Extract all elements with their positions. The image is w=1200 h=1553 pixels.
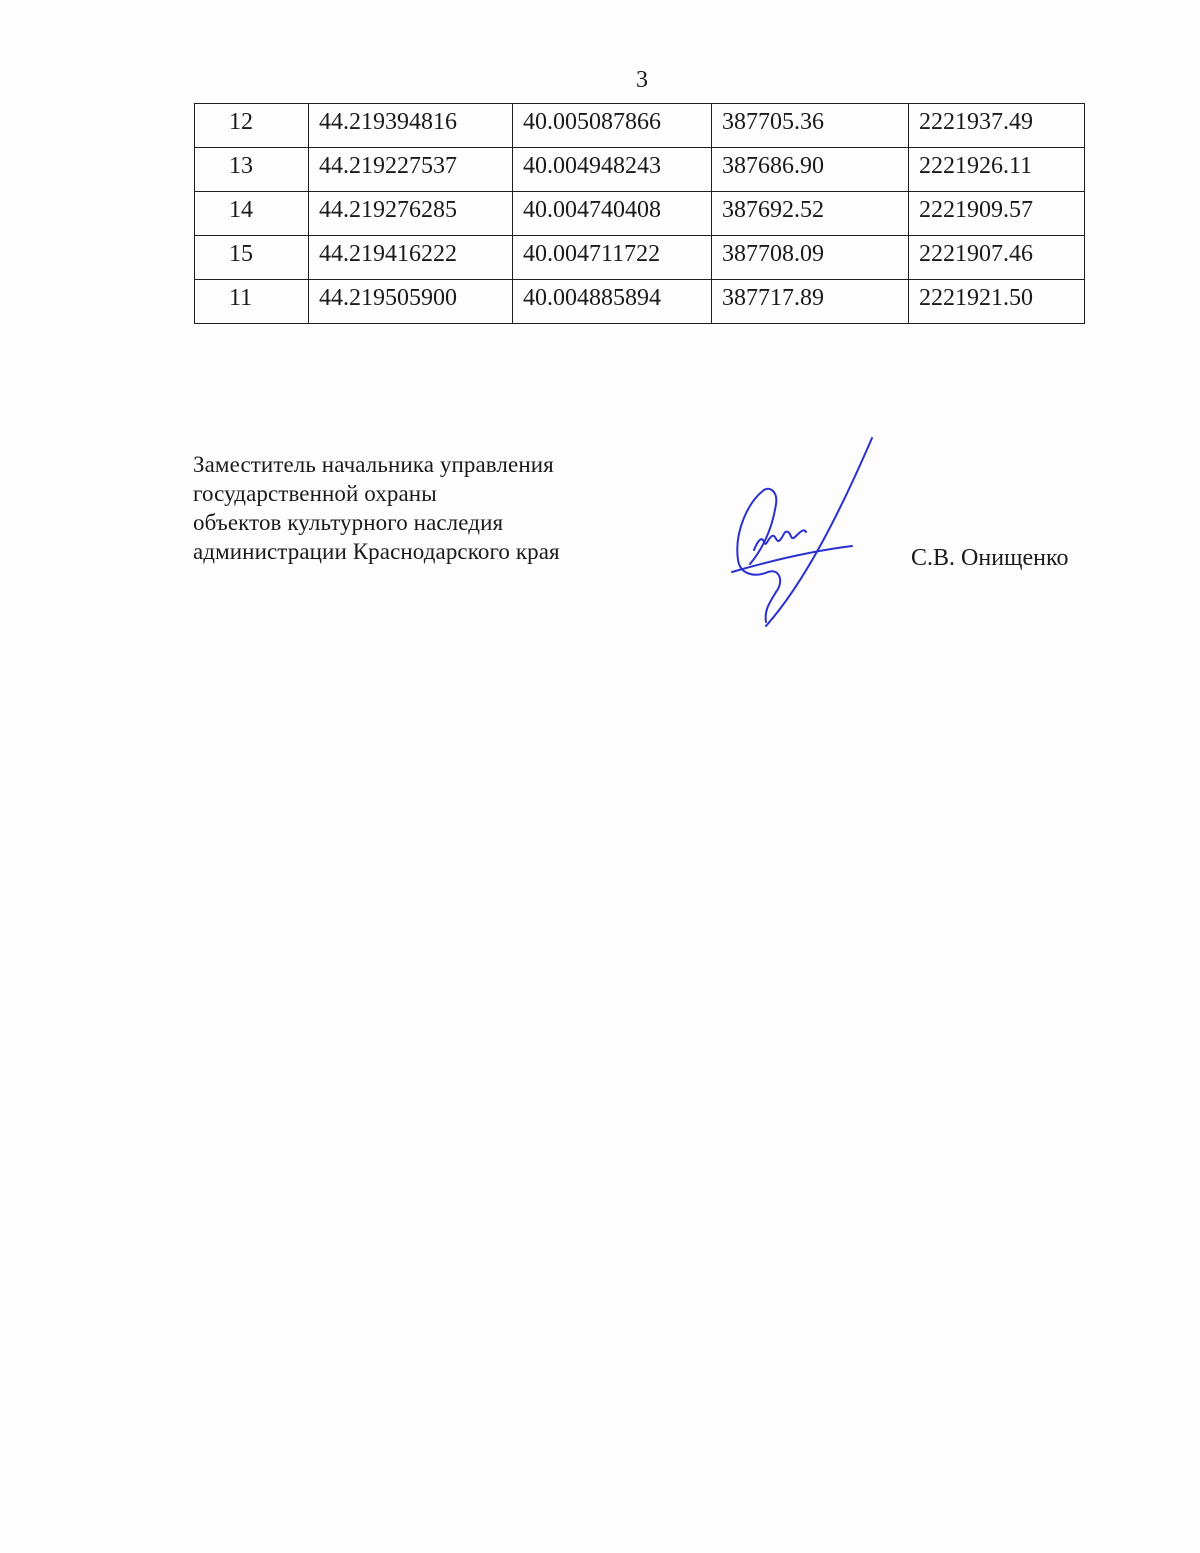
latitude-cell: 44.219227537 — [309, 148, 513, 192]
table-row — [195, 280, 1085, 324]
x-coordinate-cell: 387708.09 — [712, 236, 909, 280]
signature-stroke — [766, 438, 872, 626]
latitude-cell: 44.219505900 — [309, 280, 513, 324]
table-row — [195, 192, 1085, 236]
longitude-cell: 40.004885894 — [513, 280, 712, 324]
y-coordinate-cell: 2221926.11 — [909, 148, 1085, 192]
table-row — [195, 148, 1085, 192]
signature-stroke — [732, 546, 852, 572]
point-number-cell: 15 — [195, 236, 309, 280]
position-line: Заместитель начальника управления — [193, 452, 554, 477]
longitude-cell: 40.004948243 — [513, 148, 712, 192]
signer-name: С.В. Онищенко — [911, 545, 1069, 571]
latitude-cell: 44.219276285 — [309, 192, 513, 236]
latitude-cell: 44.219394816 — [309, 104, 513, 148]
table-row — [195, 104, 1085, 148]
y-coordinate-cell: 2221909.57 — [909, 192, 1085, 236]
longitude-cell: 40.004711722 — [513, 236, 712, 280]
x-coordinate-cell: 387705.36 — [712, 104, 909, 148]
signature-stroke — [737, 490, 780, 622]
table-row — [195, 236, 1085, 280]
coordinates-table — [194, 103, 1085, 324]
x-coordinate-cell: 387686.90 — [712, 148, 909, 192]
point-number-cell: 14 — [195, 192, 309, 236]
longitude-cell: 40.004740408 — [513, 192, 712, 236]
point-number-cell: 12 — [195, 104, 309, 148]
position-line: государственной охраны — [193, 481, 437, 506]
y-coordinate-cell: 2221921.50 — [909, 280, 1085, 324]
signer-position-title — [193, 450, 560, 566]
x-coordinate-cell: 387692.52 — [712, 192, 909, 236]
point-number-cell: 11 — [195, 280, 309, 324]
handwritten-signature — [720, 432, 890, 632]
y-coordinate-cell: 2221937.49 — [909, 104, 1085, 148]
position-line: объектов культурного наследия — [193, 510, 504, 535]
point-number-cell: 13 — [195, 148, 309, 192]
longitude-cell: 40.005087866 — [513, 104, 712, 148]
position-line: администрации Краснодарского края — [193, 539, 560, 564]
y-coordinate-cell: 2221907.46 — [909, 236, 1085, 280]
x-coordinate-cell: 387717.89 — [712, 280, 909, 324]
page-number: 3 — [636, 67, 648, 93]
latitude-cell: 44.219416222 — [309, 236, 513, 280]
